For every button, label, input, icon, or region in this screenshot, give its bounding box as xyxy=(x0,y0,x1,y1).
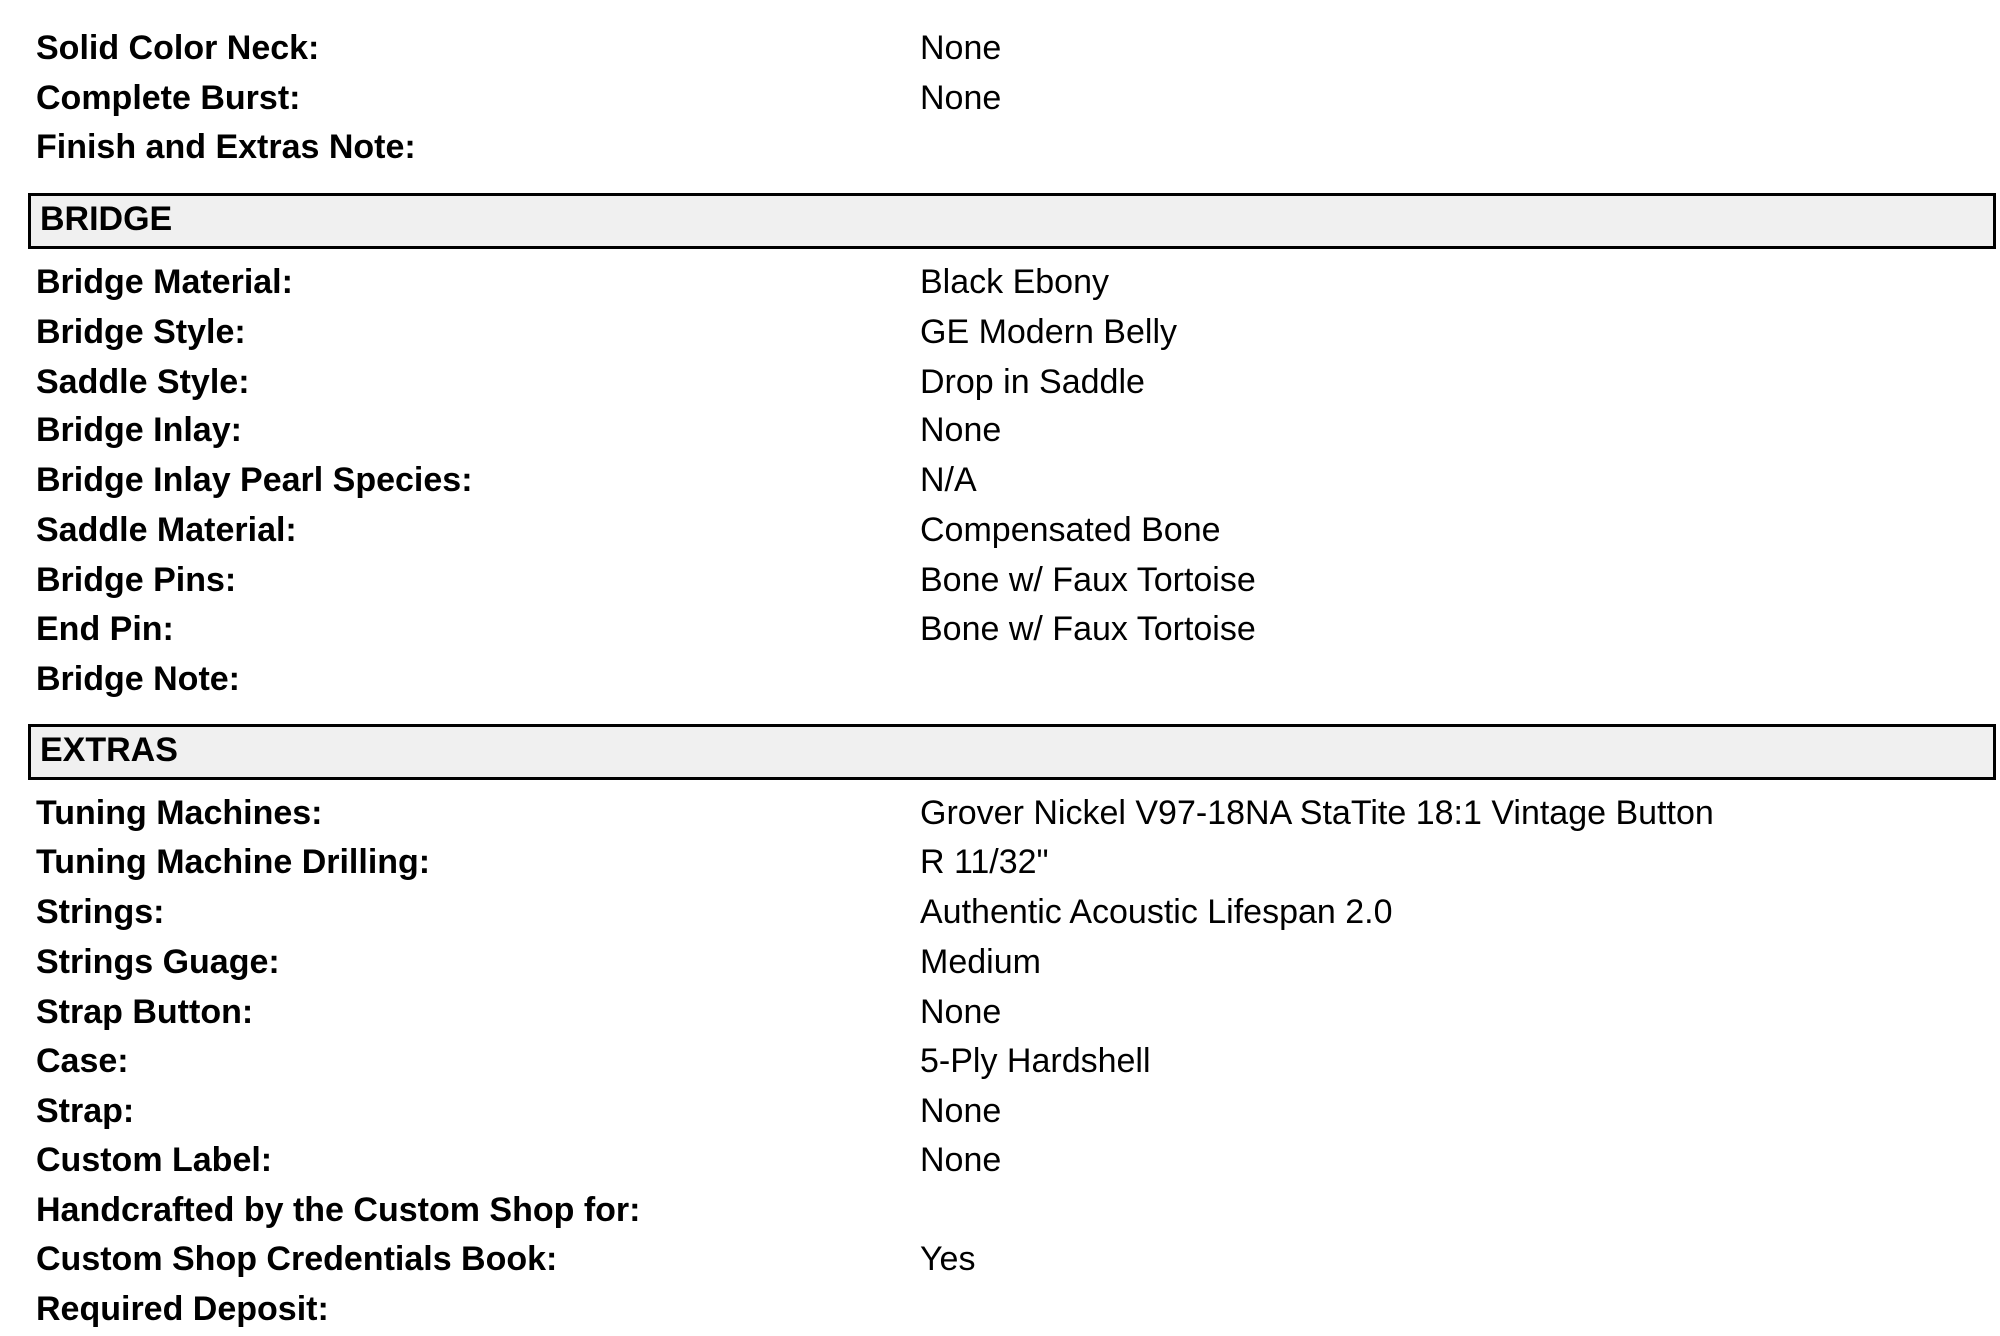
spec-value: Yes xyxy=(920,1240,976,1278)
spec-row-custom-label xyxy=(36,1135,1986,1185)
spec-label: Bridge Inlay: xyxy=(36,411,242,449)
spec-value: Bone w/ Faux Tortoise xyxy=(920,610,1256,648)
spec-row-saddle-material xyxy=(36,505,1986,555)
spec-value: None xyxy=(920,993,1002,1031)
spec-value: None xyxy=(920,1141,1002,1179)
spec-row-end-pin xyxy=(36,604,1986,654)
spec-row-bridge-inlay-pearl-species xyxy=(36,455,1986,505)
spec-value: None xyxy=(920,411,1002,449)
spec-value: Medium xyxy=(920,943,1041,981)
spec-value: Bone w/ Faux Tortoise xyxy=(920,561,1256,599)
spec-label: Tuning Machine Drilling: xyxy=(36,843,431,881)
spec-label: Handcrafted by the Custom Shop for: xyxy=(36,1191,641,1229)
spec-row-required-deposit xyxy=(36,1284,1986,1334)
spec-row-tuning-machine-drilling xyxy=(36,837,1986,887)
spec-row-handcrafted-by xyxy=(36,1185,1986,1235)
spec-label: Saddle Style: xyxy=(36,363,250,401)
spec-row-saddle-style xyxy=(36,357,1986,407)
spec-row-complete-burst xyxy=(36,73,1986,123)
spec-label: Strings Guage: xyxy=(36,943,280,981)
spec-value: Black Ebony xyxy=(920,263,1109,301)
spec-row-tuning-machines xyxy=(36,788,1986,838)
spec-label: Strings: xyxy=(36,893,165,931)
section-title: EXTRAS xyxy=(40,731,178,769)
spec-value: 5-Ply Hardshell xyxy=(920,1042,1151,1080)
spec-value: None xyxy=(920,1092,1002,1130)
spec-row-strings-guage xyxy=(36,937,1986,987)
spec-label: Custom Shop Credentials Book: xyxy=(36,1240,558,1278)
spec-row-bridge-material xyxy=(36,257,1986,307)
spec-row-finish-and-extras-note xyxy=(36,122,1986,172)
spec-value: N/A xyxy=(920,461,977,499)
spec-label: Solid Color Neck: xyxy=(36,29,320,67)
section-header-bridge xyxy=(28,193,1996,249)
spec-row-custom-shop-credentials-book xyxy=(36,1234,1986,1284)
spec-label: Bridge Style: xyxy=(36,313,246,351)
spec-row-solid-color-neck xyxy=(36,23,1986,73)
spec-label: Bridge Inlay Pearl Species: xyxy=(36,461,473,499)
spec-label: Bridge Material: xyxy=(36,263,293,301)
spec-label: Custom Label: xyxy=(36,1141,273,1179)
spec-value: Grover Nickel V97-18NA StaTite 18:1 Vintage Button xyxy=(920,794,1714,832)
spec-label: Strap Button: xyxy=(36,993,254,1031)
spec-label: Bridge Pins: xyxy=(36,561,237,599)
spec-value: None xyxy=(920,79,1002,117)
spec-label: End Pin: xyxy=(36,610,174,648)
spec-label: Finish and Extras Note: xyxy=(36,128,416,166)
spec-label: Bridge Note: xyxy=(36,660,240,698)
spec-value: R 11/32" xyxy=(920,843,1049,881)
spec-label: Tuning Machines: xyxy=(36,794,323,832)
spec-label: Saddle Material: xyxy=(36,511,297,549)
spec-label: Complete Burst: xyxy=(36,79,301,117)
spec-value: Drop in Saddle xyxy=(920,363,1145,401)
section-title: BRIDGE xyxy=(40,200,173,238)
spec-value: Authentic Acoustic Lifespan 2.0 xyxy=(920,893,1393,931)
spec-label: Required Deposit: xyxy=(36,1290,329,1328)
spec-row-strap xyxy=(36,1086,1986,1136)
spec-row-bridge-pins xyxy=(36,555,1986,605)
spec-label: Case: xyxy=(36,1042,129,1080)
spec-value: Compensated Bone xyxy=(920,511,1221,549)
spec-row-bridge-note xyxy=(36,654,1986,704)
spec-label: Strap: xyxy=(36,1092,135,1130)
spec-row-strap-button xyxy=(36,987,1986,1037)
spec-row-bridge-style xyxy=(36,307,1986,357)
section-header-extras xyxy=(28,724,1996,780)
spec-value: None xyxy=(920,29,1002,67)
spec-value: GE Modern Belly xyxy=(920,313,1177,351)
spec-row-bridge-inlay xyxy=(36,405,1986,455)
spec-row-strings xyxy=(36,887,1986,937)
spec-row-case xyxy=(36,1036,1986,1086)
